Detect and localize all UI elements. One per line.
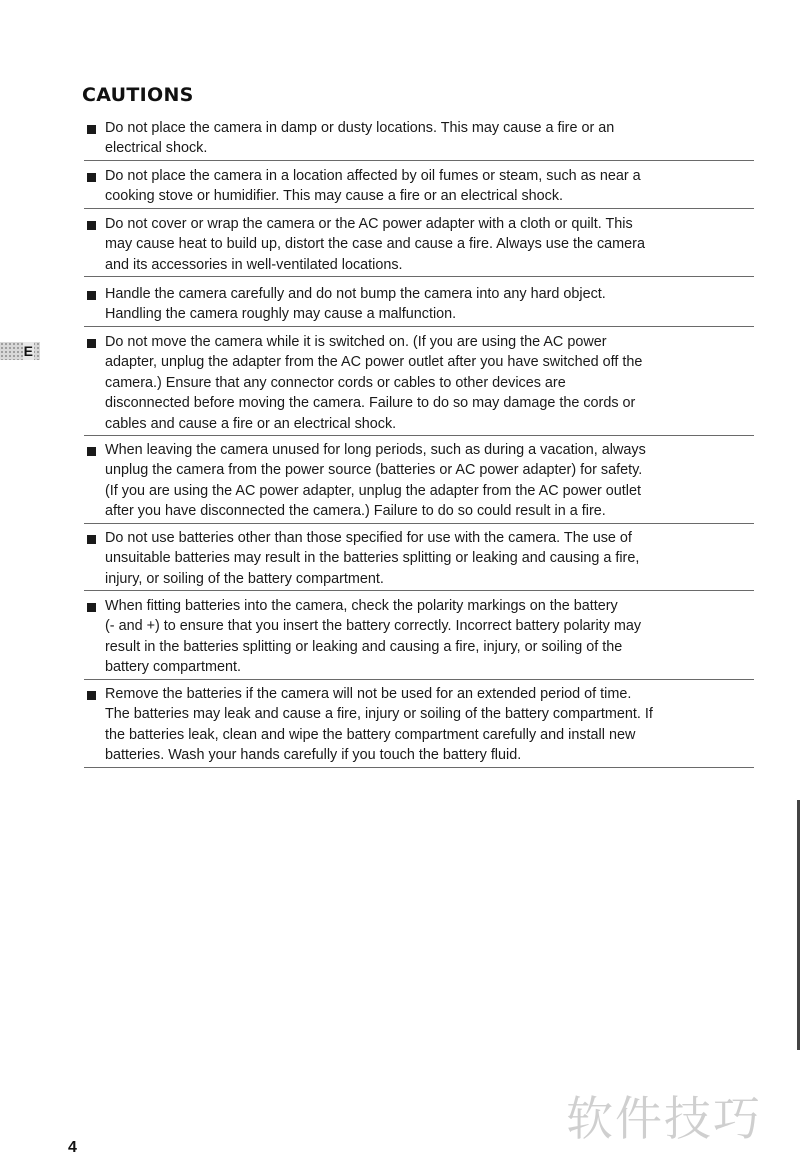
- caution-line: the batteries leak, clean and wipe the battery compartment carefully and install new: [105, 726, 636, 743]
- caution-line: (- and +) to ensure that you insert the battery correctly. Incorrect battery polarity may: [105, 618, 642, 635]
- caution-line: adapter, unplug the adapter from the AC power outlet after you have switched off the: [105, 354, 643, 371]
- caution-item: [84, 684, 754, 768]
- caution-item: [84, 166, 754, 209]
- caution-item: [84, 528, 754, 591]
- bullet-square-icon: [87, 535, 96, 544]
- caution-line: injury, or soiling of the battery compartment.: [105, 570, 384, 587]
- caution-item: [84, 118, 754, 161]
- caution-line: Do not place the camera in a location affected by oil fumes or steam, such as near a: [105, 168, 641, 184]
- section-tab-label: E: [23, 343, 33, 359]
- caution-text: [105, 596, 754, 678]
- caution-line: cables and cause a fire or an electrical shock.: [105, 415, 397, 432]
- bullet-square-icon: [87, 691, 96, 700]
- caution-item: [84, 332, 754, 436]
- page-number: 4: [68, 1139, 77, 1156]
- bullet-square-icon: [87, 603, 96, 612]
- caution-line: Do not cover or wrap the camera or the AC power adapter with a cloth or quilt. This: [105, 216, 633, 232]
- caution-text: [105, 684, 754, 766]
- caution-text: [105, 332, 754, 434]
- caution-line: (If you are using the AC power adapter, unplug the adapter from the AC power outlet: [105, 482, 641, 499]
- caution-text: [105, 166, 754, 207]
- caution-line: Do not use batteries other than those specified for use with the camera. The use of: [105, 530, 632, 546]
- caution-line: may cause heat to build up, distort the case and cause a fire. Always use the camera: [105, 236, 645, 253]
- caution-text: [105, 118, 754, 159]
- caution-line: Handle the camera carefully and do not bump the camera into any hard object.: [105, 286, 606, 302]
- caution-line: Do not move the camera while it is switched on. (If you are using the AC power: [105, 334, 607, 350]
- caution-text: [105, 440, 754, 522]
- caution-text: [105, 528, 754, 589]
- caution-line: electrical shock.: [105, 140, 208, 157]
- caution-item: [84, 284, 754, 327]
- caution-line: unsuitable batteries may result in the batteries splitting or leaking and causing a fire,: [105, 550, 640, 567]
- bullet-square-icon: [87, 447, 96, 456]
- bullet-square-icon: [87, 291, 96, 300]
- caution-line: Remove the batteries if the camera will not be used for an extended period of time.: [105, 686, 632, 702]
- caution-text: [105, 284, 754, 325]
- caution-line: battery compartment.: [105, 659, 241, 676]
- bullet-square-icon: [87, 125, 96, 134]
- caution-line: Do not place the camera in damp or dusty locations. This may cause a fire or an: [105, 120, 615, 136]
- caution-text: [105, 214, 754, 275]
- caution-line: after you have disconnected the camera.) Failure to do so could result in a fire.: [105, 503, 606, 520]
- caution-line: Handling the camera roughly may cause a malfunction.: [105, 306, 457, 323]
- caution-line: camera.) Ensure that any connector cords or cables to other devices are: [105, 374, 566, 391]
- caution-item: [84, 440, 754, 524]
- bullet-square-icon: [87, 339, 96, 348]
- caution-line: and its accessories in well-ventilated locations.: [105, 256, 403, 273]
- bullet-square-icon: [87, 221, 96, 230]
- bullet-square-icon: [87, 173, 96, 182]
- caution-line: result in the batteries splitting or leaking and causing a fire, injury, or soiling of the: [105, 638, 623, 655]
- caution-line: The batteries may leak and cause a fire, injury or soiling of the battery compartment. If: [105, 706, 653, 723]
- caution-line: When leaving the camera unused for long periods, such as during a vacation, always: [105, 442, 646, 458]
- caution-line: batteries. Wash your hands carefully if you touch the battery fluid.: [105, 747, 522, 764]
- watermark-text: 软件技巧: [566, 1092, 762, 1147]
- caution-line: unplug the camera from the power source (batteries or AC power adapter) for safety.: [105, 462, 643, 479]
- caution-line: cooking stove or humidifier. This may cause a fire or an electrical shock.: [105, 188, 564, 205]
- caution-item: [84, 596, 754, 680]
- caution-line: disconnected before moving the camera. Failure to do so may damage the cords or: [105, 395, 636, 412]
- page-title: CAUTIONS: [82, 84, 194, 106]
- caution-line: When fitting batteries into the camera, check the polarity markings on the battery: [105, 598, 618, 614]
- caution-item: [84, 214, 754, 277]
